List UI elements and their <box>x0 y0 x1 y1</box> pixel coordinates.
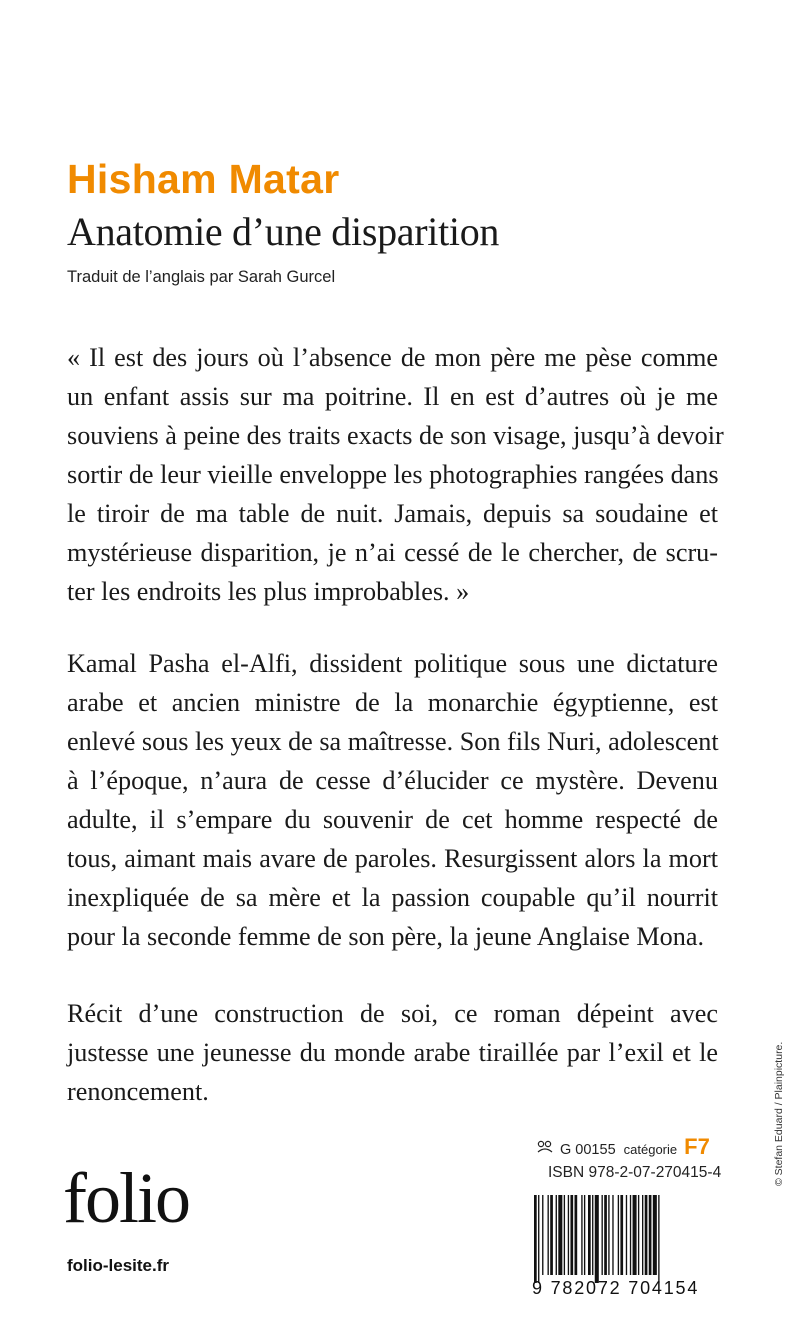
quote-line: sortir de leur vieille enveloppe les photographies rangées dans <box>67 460 719 489</box>
catalog-code: G 00155 <box>560 1142 616 1158</box>
closing-paragraph <box>67 994 718 1111</box>
category-label: catégorie <box>623 1142 678 1157</box>
publisher-logo: folio <box>63 1158 189 1238</box>
summary-line: adulte, il s’empare du souvenir de cet homme respecté de <box>67 805 718 834</box>
gallimard-mark-icon <box>536 1140 554 1154</box>
quote-line: mystérieuse disparition, je n’ai cessé de le chercher, de scru- <box>67 538 718 567</box>
quote-line: « Il est des jours où l’absence de mon père me pèse comme <box>67 343 718 372</box>
catalog-code-row <box>536 1134 710 1160</box>
category-grade: F7 <box>684 1134 710 1159</box>
quote-paragraph <box>67 338 724 611</box>
quote-line: ter les endroits les plus improbables. » <box>67 577 470 606</box>
summary-line: à l’époque, n’aura de cesse d’élucider ce mystère. Devenu <box>67 766 718 795</box>
summary-paragraph <box>67 644 718 956</box>
book-title: Anatomie d’une disparition <box>67 209 500 254</box>
summary-line: pour la seconde femme de son père, la jeune Anglaise Mona. <box>67 922 705 951</box>
summary-line: enlevé sous les yeux de sa maîtresse. Son fils Nuri, adolescent <box>67 727 719 756</box>
quote-line: le tiroir de ma table de nuit. Jamais, depuis sa soudaine et <box>67 499 718 528</box>
summary-line: tous, aimant mais avare de paroles. Resurgissent alors la mort <box>67 844 718 873</box>
author-name: Hisham Matar <box>67 156 340 202</box>
quote-line: un enfant assis sur ma poitrine. Il en est d’autres où je me <box>67 382 718 411</box>
summary-line: inexpliquée de sa mère et la passion coupable qu’il nourrit <box>67 883 718 912</box>
photo-credit: © Stefan Eduard / Plainpicture. <box>773 1041 785 1186</box>
closing-line: renoncement. <box>67 1077 209 1106</box>
closing-line: Récit d’une construction de soi, ce roman dépeint avec <box>67 999 718 1028</box>
publisher-website[interactable]: folio-lesite.fr <box>67 1256 170 1275</box>
closing-line: justesse une jeunesse du monde arabe tiraillée par l’exil et le <box>67 1038 718 1067</box>
barcode-digits: 9 782072 704154 <box>532 1278 700 1298</box>
summary-line: Kamal Pasha el-Alfi, dissident politique sous une dictature <box>67 649 718 678</box>
summary-line: arabe et ancien ministre de la monarchie égyptienne, est <box>67 688 718 717</box>
quote-line: souviens à peine des traits exacts de son visage, jusqu’à devoir <box>67 421 724 450</box>
isbn-number: ISBN 978-2-07-270415-4 <box>548 1164 722 1181</box>
translator-credit: Traduit de l’anglais par Sarah Gurcel <box>67 268 336 286</box>
